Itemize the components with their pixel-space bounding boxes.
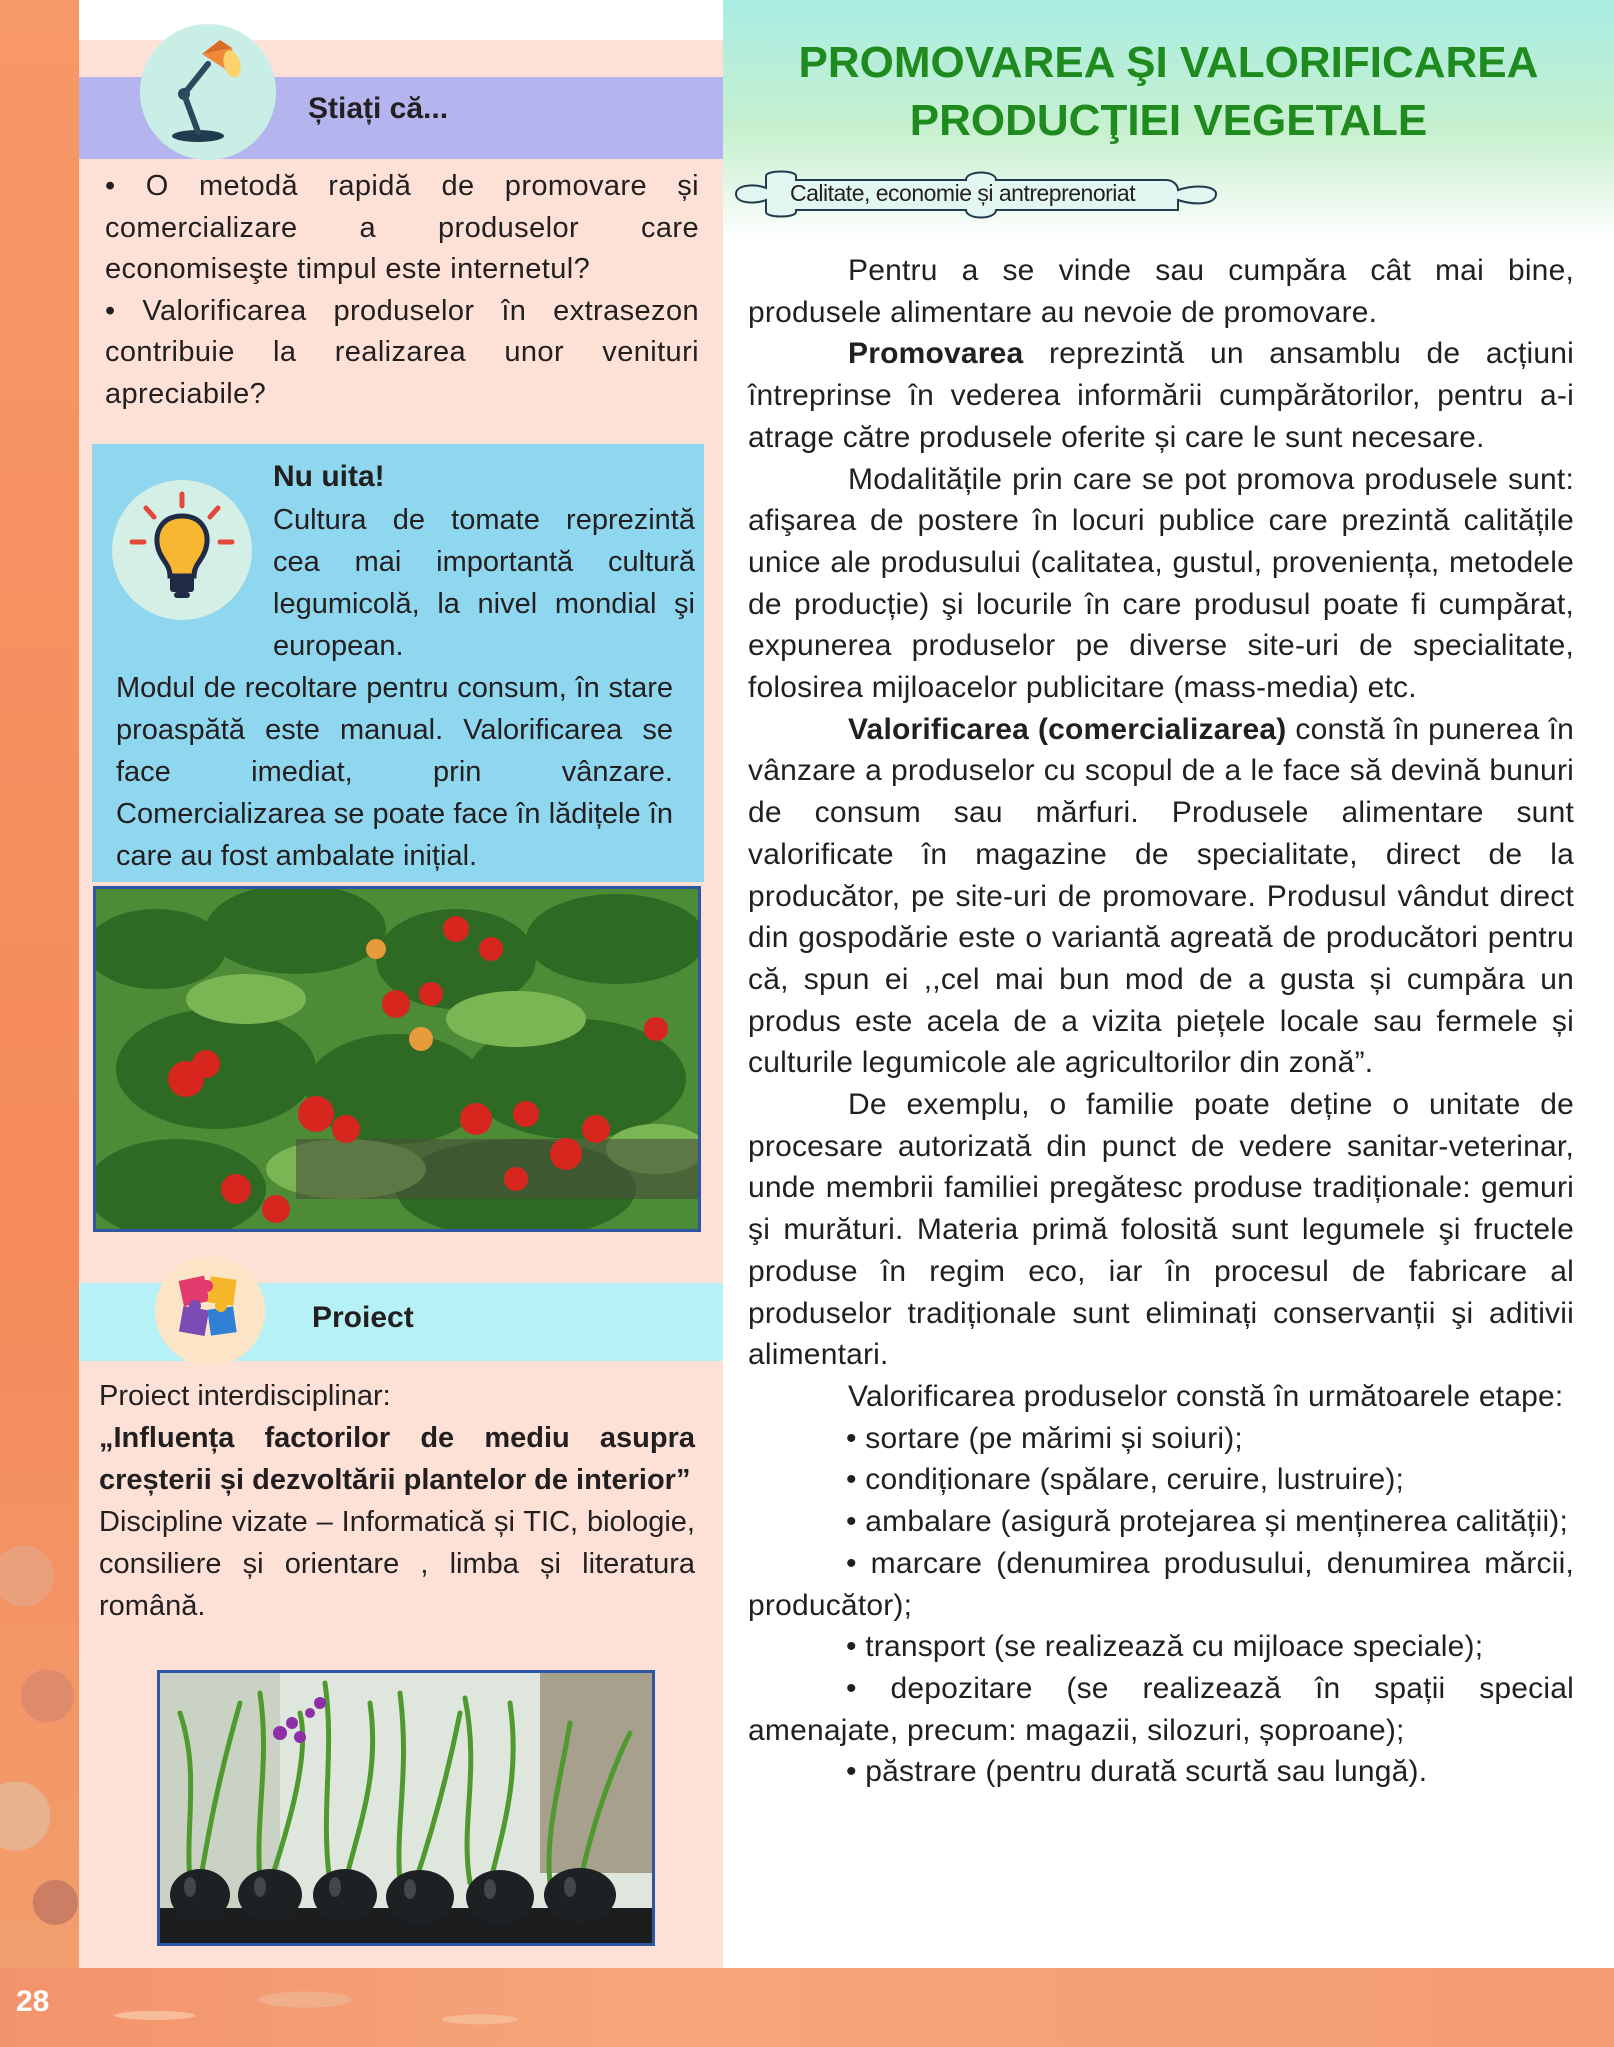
subtitle-text: Calitate, economie și antreprenoriat xyxy=(790,180,1136,206)
page-title-line-2: PRODUCŢIEI VEGETALE xyxy=(909,96,1428,145)
puzzle-icon xyxy=(155,1256,265,1366)
left-decorative-strip xyxy=(0,0,79,2047)
body-paragraph-1: Pentru a se vinde sau cumpăra cât mai bine, produsele alimentare au nevoie de promovare. xyxy=(748,254,1574,329)
list-item: • marcare (denumirea produsului, denumirea mărcii, producător); xyxy=(748,1546,1574,1622)
nu-uita-title: Nu uita! xyxy=(273,460,385,493)
list-item: • condiționare (spălare, ceruire, lustruire); xyxy=(846,1463,1405,1497)
list-item: • depozitare (se realizează în spații special amenajate, precum: magazii, silozuri, șoproane); xyxy=(748,1671,1574,1747)
proiect-disciplines: Discipline vizate – Informatică și TIC, biologie, consiliere și orientare , limba și literatura română. xyxy=(99,1506,695,1622)
nu-uita-text-1: Cultura de tomate reprezintă cea mai importantă cultură legumicolă, la nivel mondial şi european. xyxy=(273,504,695,662)
list-item: • ambalare (asigură protejarea și menținerea calității); xyxy=(846,1505,1569,1539)
page-title-line-1: PROMOVAREA ŞI VALORIFICAREA xyxy=(798,38,1539,87)
body-paragraph-4 xyxy=(748,709,1574,1084)
body-paragraph-3: Modalitățile prin care se pot promova produsele sunt: afişarea de postere în locuri publice care prezintă calitățile unice ale produsului (calitatea, gustul, proveniența, metodele de producție) şi locurile în care produsul poate fi cumpărat, expunerea produselor pe diverse site-uri de specialitate, folosirea mijloacelor publicitare (mass-media) etc. xyxy=(748,462,1574,705)
light-bulb-icon xyxy=(112,480,252,620)
nu-uita-text-2: Modul de recoltare pentru consum, în stare proaspătă este manual. Valorificarea se face imediat, prin vânzare. Comercializarea se poate face în lădițele în care au fost ambalate inițial. xyxy=(116,672,673,872)
body-paragraph-2-text: reprezintă un ansamblu de acțiuni întreprinse în vederea informării cumpărătorilor, pentru a-i atrage către produsele oferite și care le sunt necesare. xyxy=(748,337,1574,454)
leaves-decoration xyxy=(80,1968,580,2047)
bottom-decorative-band xyxy=(0,1968,1614,2047)
page-number: 28 xyxy=(16,1985,50,2018)
list-item: • sortare (pe mărimi și soiuri); xyxy=(846,1421,1243,1455)
stiati-title: Știați că... xyxy=(308,92,449,125)
desk-lamp-icon xyxy=(140,24,276,160)
proiect-text xyxy=(99,1375,695,1627)
indoor-plants-photo xyxy=(157,1670,655,1946)
stiati-item-2: • Valorificarea produselor în extrasezon contribuie la realizarea unor venituri apreciabile? xyxy=(105,294,699,410)
stiati-item-1: • O metodă rapidă de promovare și comercializare a produselor care economiseşte timpul este internetul? xyxy=(105,170,699,285)
term-valorificarea: Valorificarea (comercializarea) xyxy=(848,712,1287,746)
proiect-intro: Proiect interdisciplinar: xyxy=(99,1380,391,1412)
body-paragraph-5: De exemplu, o familie poate deține o unitate de procesare autorizată din punct de vedere sanitar-veterinar, unde membrii familiei pregătesc produse tradiționale: gemuri şi murături. Materia primă folosită sunt legumele şi fructele produse în regim eco, iar în procesul de fabricare al produselor tradiționale sunt eliminați conservanții şi aditivii alimentari. xyxy=(748,1088,1574,1372)
main-body-text xyxy=(748,250,1574,1793)
body-paragraph-4-text: constă în punerea în vânzare a produselor cu scopul de a le face să devină bunuri de consum sau mărfuri. Produsele alimentare sunt valorificate în magazine de specialitate, direct de la producător, pe site-uri de promovare. Produsul vândut direct din gospodărie este o variantă agreată de producători pentru că, spun ei ,,cel mai bun mod de a gusta și cumpăra un produs este acela de a vizita piețele locale sau fermele și culturile legumicole ale agricultorilor din zonă”. xyxy=(748,712,1574,1080)
tomato-plants-photo xyxy=(93,886,701,1232)
page-title xyxy=(723,34,1614,150)
proiect-name: „Influența factorilor de mediu asupra creșterii și dezvoltării plantelor de interior” xyxy=(99,1422,695,1496)
body-paragraph-2 xyxy=(748,333,1574,458)
list-item: • păstrare (pentru durată scurtă sau lungă). xyxy=(846,1755,1428,1789)
term-promovarea: Promovarea xyxy=(848,337,1024,371)
list-item: • transport (se realizează cu mijloace speciale); xyxy=(846,1630,1484,1664)
body-paragraph-6: Valorificarea produselor constă în următoarele etape: xyxy=(848,1379,1564,1413)
fruit-decoration xyxy=(0,1480,79,1960)
stiati-text xyxy=(105,166,699,415)
proiect-title: Proiect xyxy=(312,1301,414,1334)
